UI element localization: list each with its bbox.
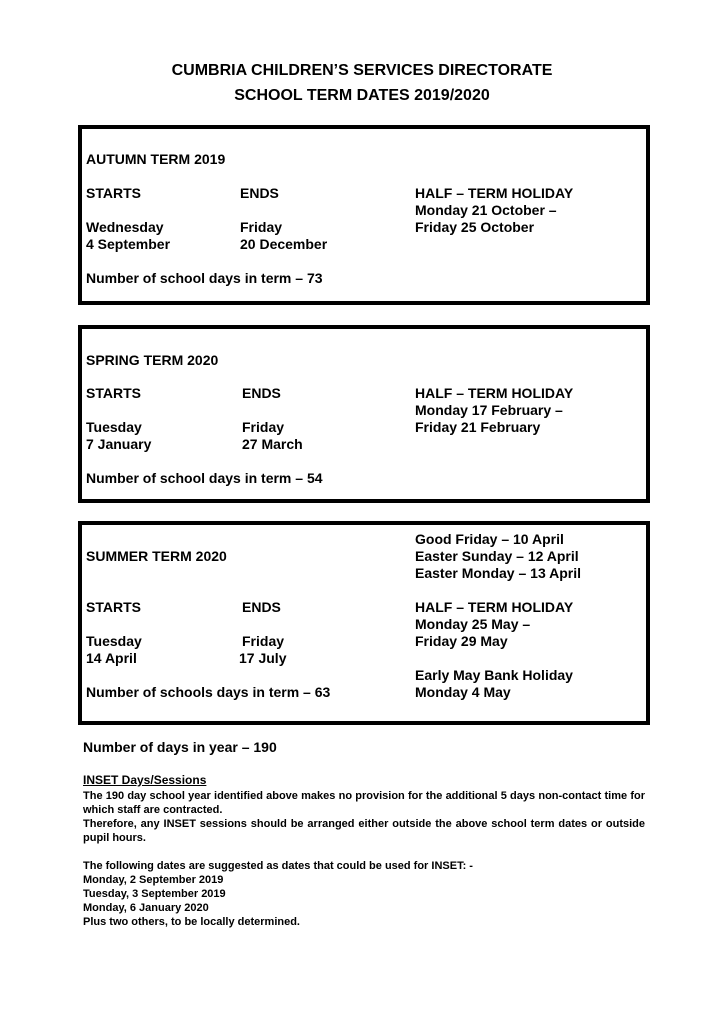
end-day: Friday — [242, 419, 285, 435]
start-day: Tuesday — [86, 633, 142, 649]
start-date: 4 September — [86, 236, 171, 252]
ends-label: ENDS — [242, 599, 281, 615]
inset-heading: INSET Days/Sessions — [83, 773, 207, 787]
easter-monday: Easter Monday – 13 April — [415, 565, 581, 581]
starts-label: STARTS — [86, 185, 141, 201]
end-day: Friday — [240, 219, 283, 235]
good-friday: Good Friday – 10 April — [415, 531, 564, 547]
starts-label: STARTS — [86, 385, 141, 401]
half-term-end: Friday 21 February — [415, 419, 541, 435]
inset-date: Tuesday, 3 September 2019 — [83, 888, 226, 900]
half-term-label: HALF – TERM HOLIDAY — [415, 599, 574, 615]
half-term-start: Monday 17 February – — [415, 402, 563, 418]
start-day: Tuesday — [86, 419, 142, 435]
half-term-end: Friday 25 October — [415, 219, 535, 235]
end-date: 20 December — [240, 236, 328, 252]
start-date: 7 January — [86, 436, 152, 452]
inset-intro: The following dates are suggested as dates that could be used for INSET: - — [83, 860, 473, 872]
inset-paragraph-1: The 190 day school year identified above makes no provision for the additional 5 days non-contact time for which staff are contracted. — [83, 790, 645, 816]
half-term-label: HALF – TERM HOLIDAY — [415, 385, 574, 401]
starts-label: STARTS — [86, 599, 141, 615]
inset-paragraph-2: Therefore, any INSET sessions should be arranged either outside the above school term dates or outside pupil hours. — [83, 818, 645, 844]
half-term-start: Monday 25 May – — [415, 616, 531, 632]
school-days-count: Number of schools days in term – 63 — [86, 684, 331, 700]
bank-holiday-label: Early May Bank Holiday — [415, 667, 573, 683]
start-day: Wednesday — [86, 219, 164, 235]
easter-sunday: Easter Sunday – 12 April — [415, 548, 579, 564]
ends-label: ENDS — [242, 385, 281, 401]
page-subtitle: SCHOOL TERM DATES 2019/2020 — [234, 87, 490, 104]
spring-term-title: SPRING TERM 2020 — [86, 352, 219, 368]
autumn-term-box — [78, 125, 650, 305]
spring-term-box — [78, 325, 650, 503]
school-days-count: Number of school days in term – 73 — [86, 270, 323, 286]
half-term-end: Friday 29 May — [415, 633, 508, 649]
summer-term-box — [78, 521, 650, 725]
start-date: 14 April — [86, 650, 137, 666]
summer-term-title: SUMMER TERM 2020 — [86, 548, 227, 564]
end-day: Friday — [242, 633, 285, 649]
bank-holiday-date: Monday 4 May — [415, 684, 511, 700]
page-title: CUMBRIA CHILDREN’S SERVICES DIRECTORATE — [171, 62, 553, 79]
school-days-count: Number of school days in term – 54 — [86, 470, 323, 486]
ends-label: ENDS — [240, 185, 279, 201]
end-date: 27 March — [242, 436, 303, 452]
end-date: 17 July — [239, 650, 287, 666]
inset-date: Monday, 2 September 2019 — [83, 874, 224, 886]
autumn-term-title: AUTUMN TERM 2019 — [86, 151, 226, 167]
year-total: Number of days in year – 190 — [83, 739, 277, 755]
half-term-start: Monday 21 October – — [415, 202, 557, 218]
half-term-label: HALF – TERM HOLIDAY — [415, 185, 574, 201]
inset-others: Plus two others, to be locally determined. — [83, 916, 300, 928]
inset-date: Monday, 6 January 2020 — [83, 902, 209, 914]
